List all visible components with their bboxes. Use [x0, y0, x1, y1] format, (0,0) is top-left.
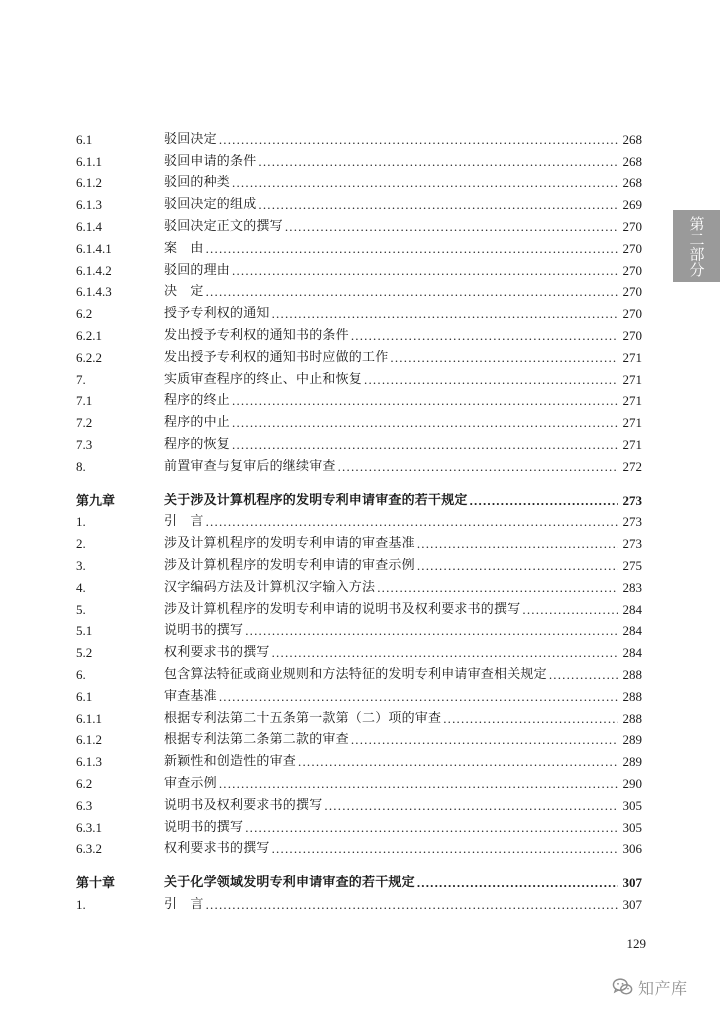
toc-entry-title-wrap [164, 798, 620, 814]
toc-entry-title: 审查基准 [164, 688, 217, 704]
toc-leader-dots [272, 841, 618, 857]
toc-entry-number: 6.1.2 [76, 175, 102, 191]
toc-leader-dots [258, 154, 618, 170]
toc-entry-title: 根据专利法第二十五条第一款第（二）项的审查 [164, 710, 442, 726]
toc-entry-page: 305 [622, 819, 642, 835]
toc-entry-number: 6.2.1 [76, 327, 102, 343]
toc-entry-title: 授予专利权的通知 [164, 306, 270, 322]
toc-entry-title-wrap [164, 459, 620, 475]
toc-entry-title-wrap [164, 514, 620, 530]
toc-entry-page: 270 [622, 240, 642, 256]
toc-entry-title: 引 言 [164, 514, 204, 530]
toc-entry-page: 307 [622, 875, 642, 891]
watermark [612, 974, 708, 1000]
toc-leader-dots [232, 415, 618, 431]
toc-leader-dots [258, 197, 618, 213]
toc-row [76, 300, 642, 322]
toc-row [76, 574, 642, 596]
toc-entry-title-wrap [164, 132, 620, 148]
toc-leader-dots [206, 241, 618, 257]
toc-entry-page: 271 [622, 436, 642, 452]
toc-row [76, 213, 642, 235]
toc-entry-number: 6.1.4.3 [76, 284, 112, 300]
toc-row [76, 170, 642, 192]
toc-leader-dots [272, 306, 618, 322]
toc-entry-number: 4. [76, 579, 86, 595]
toc-entry-number: 8. [76, 458, 86, 474]
toc-row [76, 727, 642, 749]
toc-entry-page: 275 [622, 557, 642, 573]
toc-entry-page: 283 [622, 579, 642, 595]
toc-entry-page: 284 [622, 601, 642, 617]
toc-leader-dots [417, 875, 618, 891]
toc-entry-title-wrap [164, 558, 620, 574]
toc-leader-dots [351, 328, 618, 344]
toc-entry-number: 6.1.3 [76, 754, 102, 770]
page-number: 129 [626, 936, 646, 951]
toc-entry-title-wrap [164, 219, 620, 235]
toc-leader-dots [443, 711, 618, 727]
toc-entry-title: 关于化学领域发明专利申请审查的若干规定 [164, 875, 415, 891]
toc-leader-dots [298, 754, 618, 770]
toc-entry-title-wrap [164, 711, 620, 727]
toc-entry-title-wrap [164, 415, 620, 431]
toc-entry-number: 6.1.4.1 [76, 240, 112, 256]
toc-entry-page: 270 [622, 306, 642, 322]
toc-entry-page: 284 [622, 645, 642, 661]
toc-entry-page: 268 [622, 175, 642, 191]
toc-entry-page: 271 [622, 349, 642, 365]
toc-entry-number: 6. [76, 666, 86, 682]
toc-row [76, 639, 642, 661]
toc-entry-title: 说明书及权利要求书的撰写 [164, 797, 323, 813]
toc-entry-number: 第九章 [76, 492, 116, 508]
toc-chapter-row [76, 487, 642, 509]
toc-row [76, 814, 642, 836]
toc-entry-title: 驳回决定 [164, 131, 217, 147]
toc-entry-page: 288 [622, 688, 642, 704]
toc-row [76, 891, 642, 913]
toc-leader-dots [324, 798, 618, 814]
toc-entry-title-wrap [164, 645, 620, 661]
toc-entry-number: 6.1.4.2 [76, 262, 112, 278]
toc-row [76, 683, 642, 705]
watermark-text: 知产库 [638, 978, 688, 998]
toc-row [76, 126, 642, 148]
section-side-tab [673, 210, 720, 282]
toc-entry-page: 272 [622, 458, 642, 474]
toc-entry-title: 新颖性和创造性的审查 [164, 754, 297, 770]
toc-entry-number: 6.3 [76, 797, 93, 813]
toc-entry-title-wrap [164, 776, 620, 792]
toc-entry-page: 284 [622, 623, 642, 639]
toc-entry-page: 268 [622, 153, 642, 169]
toc-entry-title: 涉及计算机程序的发明专利申请的审查示例 [164, 557, 415, 573]
toc-entry-number: 7.3 [76, 436, 93, 452]
toc-leader-dots [206, 284, 618, 300]
toc-row [76, 191, 642, 213]
toc-entry-title-wrap [164, 175, 620, 191]
toc-row [76, 344, 642, 366]
toc-entry-title-wrap [164, 306, 620, 322]
toc-row [76, 279, 642, 301]
toc-entry-title: 驳回的种类 [164, 175, 231, 191]
toc-leader-dots [272, 645, 618, 661]
toc-entry-title-wrap [164, 372, 620, 388]
toc-row [76, 409, 642, 431]
toc-row [76, 257, 642, 279]
toc-row [76, 388, 642, 410]
toc-leader-dots [522, 602, 618, 618]
toc-entry-title: 实质审查程序的终止、中止和恢复 [164, 371, 363, 387]
toc-entry-title-wrap [164, 602, 620, 618]
toc-entry-page: 289 [622, 732, 642, 748]
toc-leader-dots [364, 372, 618, 388]
toc-entry-page: 270 [622, 327, 642, 343]
section-side-tab-label: 第二部分 [687, 215, 706, 277]
toc-entry-title: 发出授予专利权的通知书的条件 [164, 327, 349, 343]
toc-row [76, 366, 642, 388]
toc-entry-title-wrap [164, 536, 620, 552]
toc-row [76, 235, 642, 257]
toc-entry-title-wrap [164, 493, 620, 509]
toc-entry-title: 涉及计算机程序的发明专利申请的审查基准 [164, 536, 415, 552]
toc-row [76, 661, 642, 683]
toc-entry-page: 290 [622, 775, 642, 791]
toc-entry-title: 权利要求书的撰写 [164, 645, 270, 661]
toc-entry-page: 273 [622, 536, 642, 552]
toc-row [76, 705, 642, 727]
toc-entry-title-wrap [164, 623, 620, 639]
toc-row [76, 770, 642, 792]
toc-leader-dots [206, 897, 618, 913]
toc-entry-number: 6.2.2 [76, 349, 102, 365]
toc-leader-dots [338, 459, 618, 475]
toc-row [76, 453, 642, 475]
toc-entry-page: 270 [622, 218, 642, 234]
toc-leader-dots [206, 514, 618, 530]
toc-entry-page: 305 [622, 797, 642, 813]
toc-entry-title: 驳回决定正文的撰写 [164, 218, 283, 234]
toc-entry-number: 7.2 [76, 415, 93, 431]
toc-entry-number: 6.1 [76, 688, 93, 704]
toc-entry-page: 270 [622, 284, 642, 300]
toc-entry-number: 6.1.3 [76, 197, 102, 213]
toc-leader-dots [232, 175, 618, 191]
toc-entry-number: 7.1 [76, 393, 93, 409]
toc-entry-page: 273 [622, 492, 642, 508]
toc-entry-title-wrap [164, 875, 620, 891]
toc-entry-title: 引 言 [164, 896, 204, 912]
toc-leader-dots [245, 623, 618, 639]
toc-entry-title: 关于涉及计算机程序的发明专利申请审查的若干规定 [164, 492, 468, 508]
toc-entry-number: 5.1 [76, 623, 93, 639]
toc-entry-title: 涉及计算机程序的发明专利申请的说明书及权利要求书的撰写 [164, 601, 521, 617]
toc-entry-number: 第十章 [76, 875, 116, 891]
toc-entry-title: 审查示例 [164, 775, 217, 791]
toc-row [76, 596, 642, 618]
toc-entry-number: 5.2 [76, 645, 93, 661]
toc-entry-page: 269 [622, 197, 642, 213]
toc-entry-page: 268 [622, 131, 642, 147]
toc-entry-title: 根据专利法第二条第二款的审查 [164, 732, 349, 748]
toc-row [76, 322, 642, 344]
toc-entry-page: 273 [622, 514, 642, 530]
toc-leader-dots [219, 776, 618, 792]
toc-entry-title: 驳回的理由 [164, 262, 231, 278]
toc-entry-title-wrap [164, 154, 620, 170]
toc-entry-title-wrap [164, 350, 620, 366]
toc-entry-page: 271 [622, 415, 642, 431]
toc-leader-dots [285, 219, 618, 235]
toc-entry-number: 6.3.2 [76, 841, 102, 857]
toc-entry-title: 决 定 [164, 284, 204, 300]
toc-entry-title-wrap [164, 732, 620, 748]
toc-entry-title-wrap [164, 437, 620, 453]
toc-leader-dots [219, 689, 618, 705]
toc-leader-dots [390, 350, 618, 366]
toc-leader-dots [219, 132, 618, 148]
toc-entry-title: 驳回决定的组成 [164, 197, 257, 213]
toc-entry-number: 3. [76, 557, 86, 573]
toc-entry-number: 6.3.1 [76, 819, 102, 835]
toc-entry-title-wrap [164, 820, 620, 836]
toc-entry-title-wrap [164, 897, 620, 913]
toc-entry-title-wrap [164, 263, 620, 279]
toc-entry-number: 6.1.1 [76, 153, 102, 169]
toc-entry-title: 汉字编码方法及计算机汉字输入方法 [164, 579, 376, 595]
toc-entry-number: 6.1.4 [76, 218, 102, 234]
toc-leader-dots [377, 580, 618, 596]
toc-entry-title: 权利要求书的撰写 [164, 841, 270, 857]
toc-entry-number: 7. [76, 371, 86, 387]
toc-entry-page: 271 [622, 371, 642, 387]
toc-entry-number: 6.1.2 [76, 732, 102, 748]
toc-entry-number: 6.2 [76, 775, 93, 791]
toc-entry-page: 288 [622, 710, 642, 726]
toc-leader-dots [232, 263, 618, 279]
toc-entry-title: 案 由 [164, 240, 204, 256]
toc-entry-page: 271 [622, 393, 642, 409]
toc-entry-title-wrap [164, 841, 620, 857]
toc-entry-page: 288 [622, 666, 642, 682]
toc-entry-number: 6.1.1 [76, 710, 102, 726]
toc-entry-page: 306 [622, 841, 642, 857]
toc-entry-title: 驳回申请的条件 [164, 153, 257, 169]
toc-entry-title: 程序的恢复 [164, 436, 231, 452]
toc-chapter-row [76, 869, 642, 891]
toc-entry-title: 程序的中止 [164, 415, 231, 431]
toc-entry-title-wrap [164, 580, 620, 596]
toc-row [76, 530, 642, 552]
toc-leader-dots [470, 493, 618, 509]
toc-row [76, 148, 642, 170]
toc-entry-number: 5. [76, 601, 86, 617]
toc-entry-title-wrap [164, 328, 620, 344]
toc-row [76, 509, 642, 531]
toc-entry-number: 6.2 [76, 306, 93, 322]
toc-entry-title: 发出授予专利权的通知书时应做的工作 [164, 349, 389, 365]
toc-entry-number: 2. [76, 536, 86, 552]
toc-entry-title-wrap [164, 754, 620, 770]
toc-leader-dots [232, 437, 618, 453]
toc-leader-dots [417, 536, 618, 552]
toc-entry-number: 1. [76, 514, 86, 530]
toc-entry-title-wrap [164, 667, 620, 683]
toc-entry-title: 前置审查与复审后的继续审查 [164, 458, 336, 474]
toc-entry-title-wrap [164, 689, 620, 705]
toc-entry-title-wrap [164, 393, 620, 409]
toc-row [76, 792, 642, 814]
toc-entry-title-wrap [164, 197, 620, 213]
toc-entry-title: 程序的终止 [164, 393, 231, 409]
toc-leader-dots [549, 667, 618, 683]
toc-entry-number: 6.1 [76, 131, 93, 147]
toc-entry-number: 1. [76, 896, 86, 912]
toc-row [76, 618, 642, 640]
toc-leader-dots [245, 820, 618, 836]
toc-row [76, 552, 642, 574]
toc-row [76, 431, 642, 453]
toc-leader-dots [417, 558, 618, 574]
toc-entry-page: 307 [622, 896, 642, 912]
toc-entry-title: 包含算法特征或商业规则和方法特征的发明专利申请审查相关规定 [164, 666, 547, 682]
toc-entry-page: 270 [622, 262, 642, 278]
toc-leader-dots [232, 393, 618, 409]
wechat-icon [612, 977, 634, 997]
toc-entry-title: 说明书的撰写 [164, 819, 244, 835]
toc-row [76, 836, 642, 858]
toc-leader-dots [351, 732, 618, 748]
toc-entry-title-wrap [164, 241, 620, 257]
toc-entry-title: 说明书的撰写 [164, 623, 244, 639]
toc-row [76, 748, 642, 770]
toc-entry-title-wrap [164, 284, 620, 300]
toc-entry-page: 289 [622, 754, 642, 770]
